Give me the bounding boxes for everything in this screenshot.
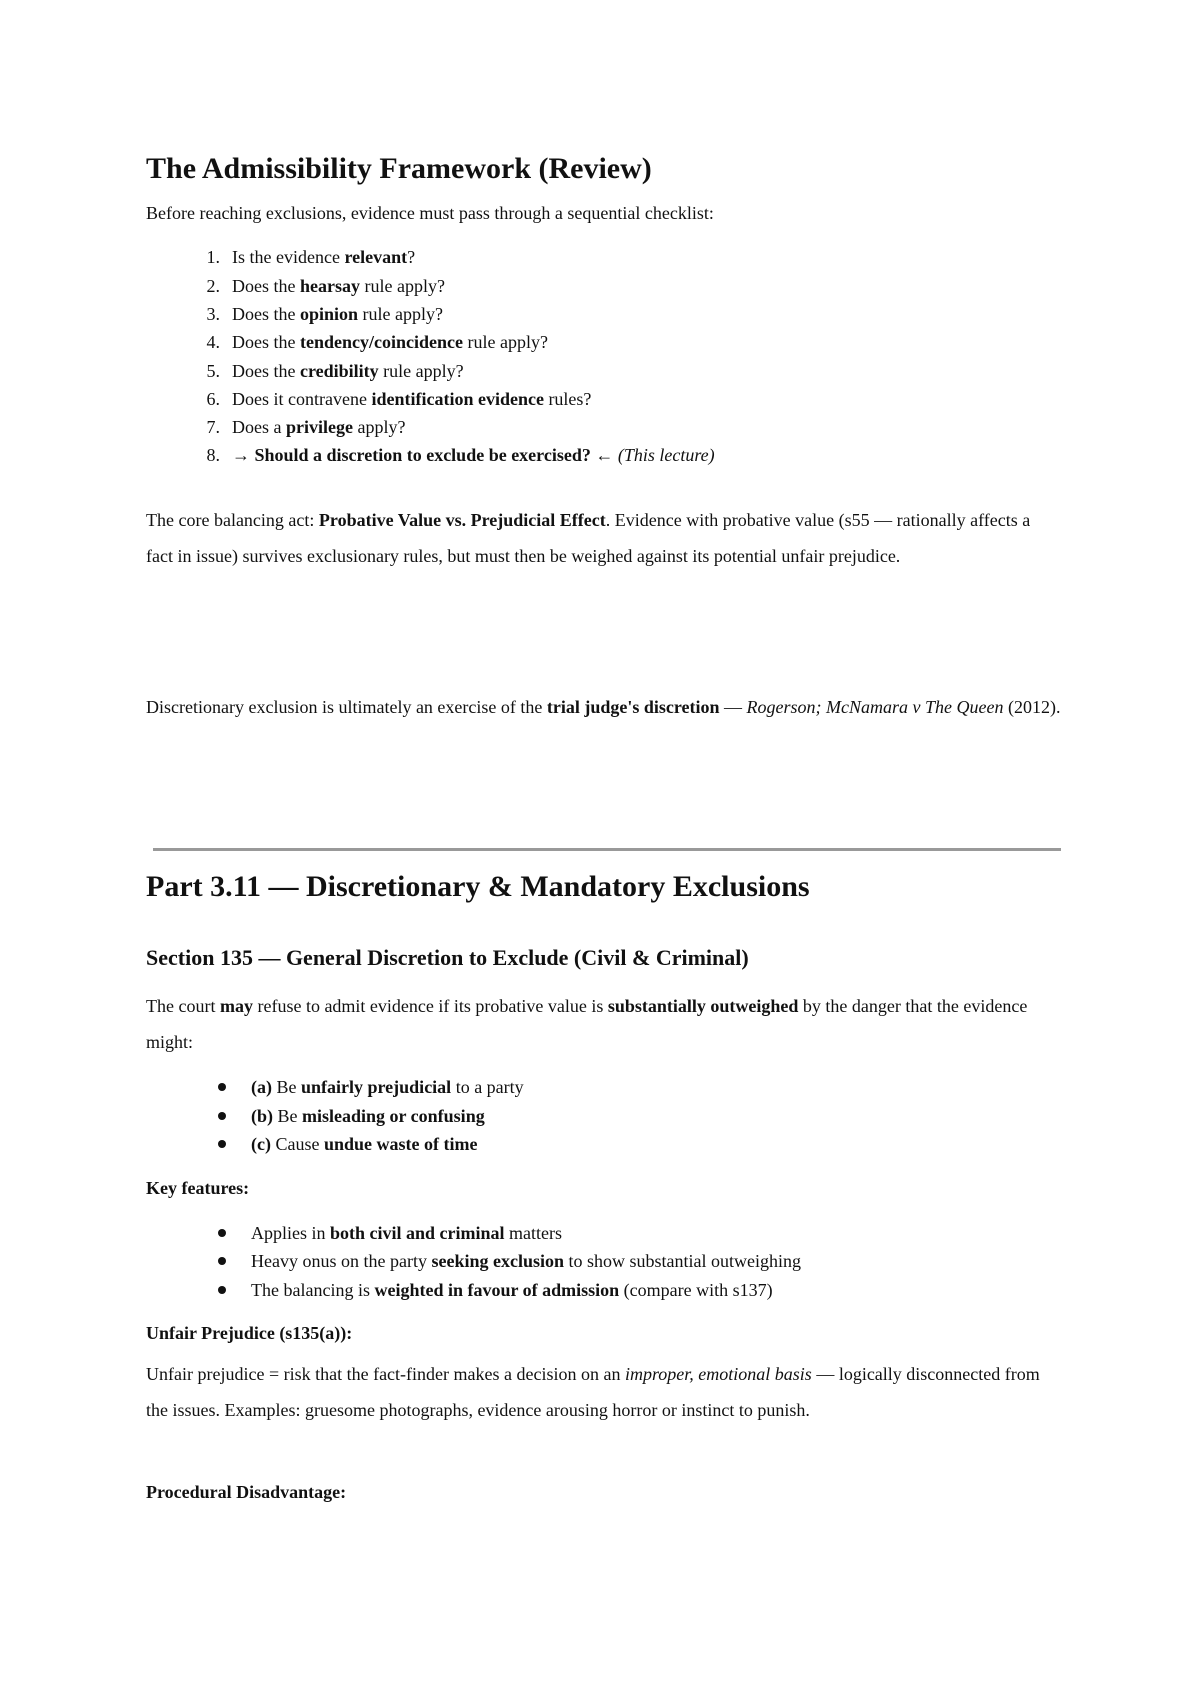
bullet-icon [218, 1257, 226, 1265]
procedural-disadvantage-heading: Procedural Disadvantage: [146, 1482, 347, 1502]
list-item: (b) Be misleading or confusing [218, 1102, 485, 1130]
checklist-item: 3. Does the opinion rule apply? [206, 304, 443, 324]
bullet-icon [218, 1112, 226, 1120]
list-item: (a) Be unfairly prejudicial to a party [218, 1073, 524, 1101]
section-title-part-3-11: Part 3.11 — Discretionary & Mandatory Exclusions [146, 870, 810, 903]
unfair-prejudice-heading: Unfair Prejudice (s135(a)): [146, 1323, 353, 1343]
bullet-icon [218, 1140, 226, 1148]
section-subtitle-s135: Section 135 — General Discretion to Exclude (Civil & Criminal) [146, 945, 749, 970]
bullet-icon [218, 1083, 226, 1091]
discretion-paragraph: Discretionary exclusion is ultimately an exercise of the trial judge's discretion — Rogerson; McNamara v The Queen (2012). [146, 697, 1061, 717]
checklist-item: 4. Does the tendency/coincidence rule apply? [206, 332, 548, 352]
checklist-item: 6. Does it contravene identification evidence rules? [206, 389, 592, 409]
horizontal-divider [153, 848, 1061, 851]
list-item: Heavy onus on the party seeking exclusion to show substantial outweighing [218, 1247, 801, 1275]
section-title-admissibility: The Admissibility Framework (Review) [146, 152, 652, 185]
checklist-item: 7. Does a privilege apply? [206, 417, 406, 437]
bullet-icon [218, 1229, 226, 1237]
unfair-prejudice-paragraph: Unfair prejudice = risk that the fact-finder makes a decision on an improper, emotional basis — logically disconnected from the issues. Examples: gruesome photographs, evidence arousing horror or instinct to punish. [146, 1364, 1040, 1420]
checklist-item: 2. Does the hearsay rule apply? [206, 276, 445, 296]
list-item: The balancing is weighted in favour of admission (compare with s137) [218, 1276, 773, 1304]
section-intro: Before reaching exclusions, evidence must pass through a sequential checklist: [146, 203, 714, 223]
balancing-paragraph: The core balancing act: Probative Value vs. Prejudicial Effect. Evidence with probative value (s55 — rationally affects a fact in issue) survives exclusionary rules, but must then be weighed against its potential unfair prejudice. [146, 510, 1031, 566]
checklist-item: 5. Does the credibility rule apply? [206, 361, 464, 381]
key-features-heading: Key features: [146, 1178, 250, 1198]
checklist-item: 1. Is the evidence relevant? [206, 247, 416, 267]
list-item: (c) Cause undue waste of time [218, 1130, 477, 1158]
bullet-icon [218, 1286, 226, 1294]
s135-intro-paragraph: The court may refuse to admit evidence if its probative value is substantially outweighed by the danger that the evidence might: [146, 996, 1028, 1052]
list-item: Applies in both civil and criminal matters [218, 1219, 562, 1247]
checklist-item-current-lecture: 8. → Should a discretion to exclude be exercised? ← (This lecture) [206, 445, 715, 465]
